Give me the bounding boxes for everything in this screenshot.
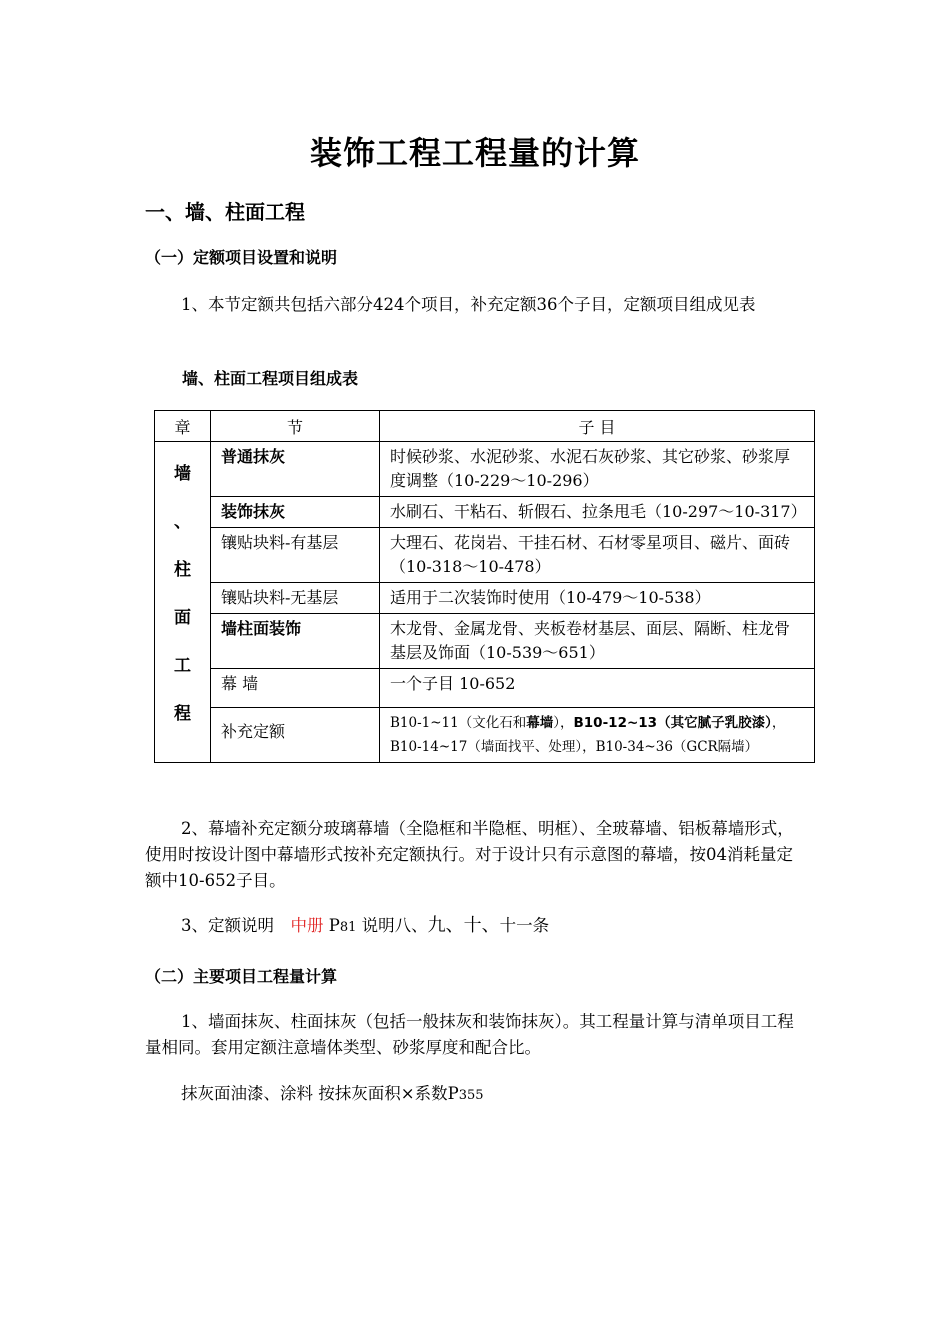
table-row xyxy=(155,497,815,528)
items-cell: 一个子目 10-652 xyxy=(380,669,815,708)
header-items: 子 目 xyxy=(380,411,815,442)
items-text: B10-1~11（文化石和 xyxy=(390,715,527,731)
header-section: 节 xyxy=(211,411,380,442)
chapter-cell xyxy=(155,442,211,763)
section-cell: 补充定额 xyxy=(211,708,380,763)
section-heading-1: 一、墙、柱面工程 xyxy=(145,200,305,224)
header-chapter: 章 xyxy=(155,411,211,442)
section-cell: 镶贴块料-有基层 xyxy=(211,528,380,583)
table-row xyxy=(155,442,815,497)
paragraph-2: 2、幕墙补充定额分玻璃幕墙（全隐框和半隐框、明框）、全玻幕墙、铝板幕墙形式，使用时按设计图中幕墙形式按补充定额执行。对于设计只有示意图的幕墙，按04消耗量定额中10-652子目。 xyxy=(145,819,794,890)
items-cell xyxy=(380,708,815,763)
composition-table xyxy=(154,410,815,763)
para5-page-number: 355 xyxy=(458,1088,484,1103)
items-cell: 水刷石、干粘石、斩假石、拉条甩毛（10-297～10-317） xyxy=(380,497,815,528)
table-row xyxy=(155,614,815,669)
chapter-char: 、 xyxy=(174,512,191,532)
section-cell: 镶贴块料-无基层 xyxy=(211,583,380,614)
chapter-char: 墙 xyxy=(174,464,191,484)
para3-mid: 说明八、 xyxy=(356,916,428,935)
subsection-heading-2: （二）主要项目工程量计算 xyxy=(145,967,338,986)
section-cell: 幕 墙 xyxy=(211,669,380,708)
items-text-bold: B10-12~13（其它腻子乳胶漆） xyxy=(573,715,772,731)
para3-page-number: 81 xyxy=(339,920,357,935)
para3-prefix: 3、定额说明 xyxy=(181,916,274,935)
para3-tail: 十一条 xyxy=(499,916,550,935)
document-title: 装饰工程工程量的计算 xyxy=(309,134,640,172)
table-row xyxy=(155,528,815,583)
table-row xyxy=(155,708,815,763)
paragraph-1: 1、本节定额共包括六部分424个项目，补充定额36个子目，定额项目组成见表 xyxy=(181,295,756,314)
table-header-row xyxy=(155,411,815,442)
table-caption: 墙、柱面工程项目组成表 xyxy=(182,369,359,388)
items-text-bold: 幕墙 xyxy=(526,715,554,731)
section-cell: 普通抹灰 xyxy=(211,442,380,497)
chapter-char: 工 xyxy=(174,656,191,676)
items-text: ）， xyxy=(553,715,574,731)
paragraph-3 xyxy=(145,913,805,941)
items-text: ，B10-14~17（墙面找平、处理），B10-34~36（GCR隔墙） xyxy=(390,715,786,755)
items-cell: 适用于二次装饰时使用（10-479～10-538） xyxy=(380,583,815,614)
chapter-char: 面 xyxy=(174,608,191,628)
para3-red-text: 中册 xyxy=(290,916,324,935)
para3-page-letter: P xyxy=(328,916,340,935)
paragraph-4: 1、墙面抹灰、柱面抹灰（包括一般抹灰和装饰抹灰）。其工程量计算与清单项目工程量相同。套用定额注意墙体类型、砂浆厚度和配合比。 xyxy=(145,1012,794,1057)
section-cell: 装饰抹灰 xyxy=(211,497,380,528)
chapter-char: 程 xyxy=(174,704,191,724)
paragraph-5 xyxy=(145,1081,805,1109)
para5-text: 抹灰面油漆、涂料 按抹灰面积×系数 xyxy=(181,1084,448,1103)
subsection-heading-1: （一）定额项目设置和说明 xyxy=(145,248,338,267)
chapter-char: 柱 xyxy=(174,560,191,580)
table-row xyxy=(155,669,815,708)
para5-page-letter: P xyxy=(447,1084,459,1103)
table-row xyxy=(155,583,815,614)
items-cell: 时候砂浆、水泥砂浆、水泥石灰砂浆、其它砂浆、砂浆厚度调整（10-229～10-296） xyxy=(380,442,815,497)
items-cell: 大理石、花岗岩、干挂石材、石材零星项目、磁片、面砖（10-318～10-478） xyxy=(380,528,815,583)
para3-bold: 九、十、 xyxy=(427,915,500,936)
items-cell: 木龙骨、金属龙骨、夹板卷材基层、面层、隔断、柱龙骨基层及饰面（10-539～651） xyxy=(380,614,815,669)
section-cell: 墙柱面装饰 xyxy=(211,614,380,669)
